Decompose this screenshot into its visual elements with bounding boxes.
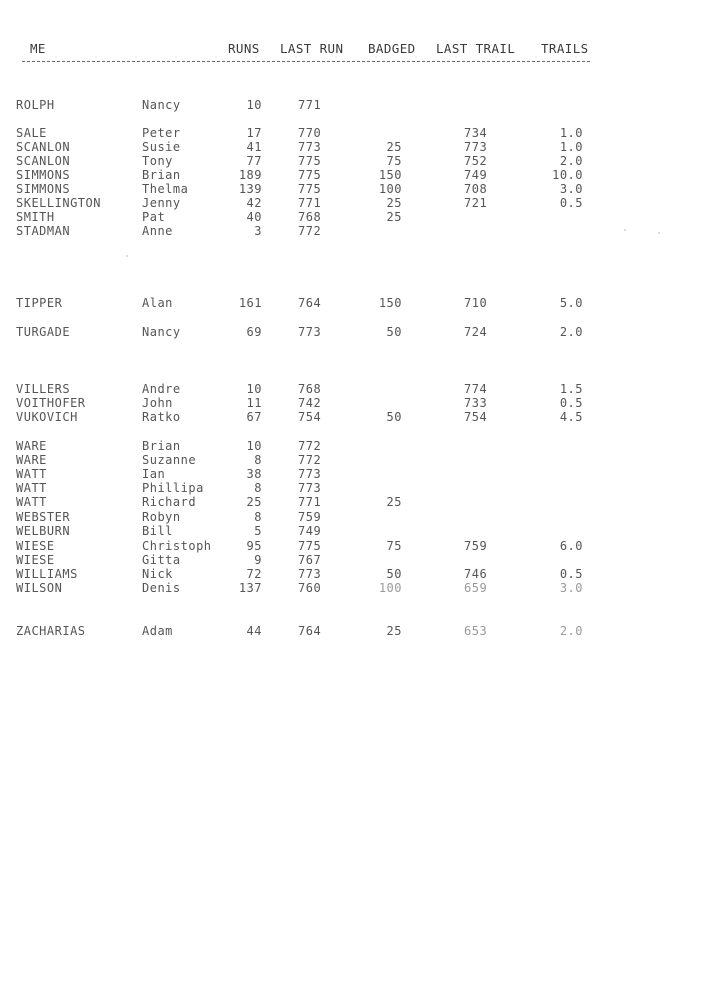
cell-badged: 100	[378, 581, 402, 595]
cell-last-run: 771	[298, 495, 322, 509]
cell-first: Tony	[142, 154, 173, 168]
cell-first: Gitta	[142, 553, 181, 567]
cell-last-run: 760	[298, 581, 322, 595]
cell-runs: 42	[246, 196, 262, 210]
cell-runs: 41	[246, 140, 262, 154]
cell-first: Robyn	[142, 510, 181, 524]
cell-first: Phillipa	[142, 481, 204, 495]
cell-runs: 40	[246, 210, 262, 224]
cell-first: Peter	[142, 126, 181, 140]
paper-speck	[126, 255, 128, 257]
cell-last-run: 772	[298, 224, 322, 238]
cell-last-trail: 754	[464, 410, 488, 424]
table-row	[0, 453, 707, 467]
cell-trails: 0.5	[559, 396, 583, 410]
table-row	[0, 510, 707, 524]
cell-last-run: 773	[298, 567, 322, 581]
cell-first: Susie	[142, 140, 181, 154]
table-row	[0, 325, 707, 339]
table-row	[0, 154, 707, 168]
cell-last-trail: 759	[464, 539, 488, 553]
cell-surname: WILSON	[16, 581, 63, 595]
cell-last-run: 773	[298, 481, 322, 495]
cell-runs: 5	[254, 524, 262, 538]
cell-last-trail: 746	[464, 567, 488, 581]
cell-runs: 8	[254, 453, 262, 467]
cell-runs: 8	[254, 510, 262, 524]
cell-last-trail: 653	[464, 624, 488, 638]
cell-first: Denis	[142, 581, 181, 595]
table-row	[0, 196, 707, 210]
cell-surname: TIPPER	[16, 296, 63, 310]
cell-last-run: 764	[298, 296, 322, 310]
cell-runs: 10	[246, 382, 262, 396]
cell-first: Nancy	[142, 325, 181, 339]
cell-first: Brian	[142, 168, 181, 182]
cell-trails: 1.0	[559, 126, 583, 140]
table-row	[0, 624, 707, 638]
cell-last-trail: 749	[464, 168, 488, 182]
cell-surname: SMITH	[16, 210, 55, 224]
cell-surname: WILLIAMS	[16, 567, 78, 581]
cell-last-run: 772	[298, 439, 322, 453]
cell-first: Ian	[142, 467, 166, 481]
cell-badged: 25	[386, 210, 402, 224]
cell-last-run: 759	[298, 510, 322, 524]
cell-last-run: 767	[298, 553, 322, 567]
cell-last-trail: 734	[464, 126, 488, 140]
header-last-run: LAST RUN	[280, 41, 344, 56]
cell-runs: 10	[246, 439, 262, 453]
cell-last-trail: 773	[464, 140, 488, 154]
cell-last-run: 771	[298, 196, 322, 210]
cell-first: Bill	[142, 524, 173, 538]
cell-first: Christoph	[142, 539, 212, 553]
table-row	[0, 168, 707, 182]
cell-last-run: 749	[298, 524, 322, 538]
cell-runs: 137	[238, 581, 262, 595]
header-last-trail: LAST TRAIL	[436, 41, 516, 56]
cell-badged: 50	[386, 410, 402, 424]
paper-speck	[658, 232, 660, 234]
cell-surname: SCANLON	[16, 154, 71, 168]
cell-badged: 50	[386, 567, 402, 581]
cell-surname: VUKOVICH	[16, 410, 78, 424]
cell-badged: 25	[386, 495, 402, 509]
cell-runs: 38	[246, 467, 262, 481]
cell-last-run: 764	[298, 624, 322, 638]
cell-trails: 0.5	[559, 567, 583, 581]
cell-last-trail: 659	[464, 581, 488, 595]
cell-runs: 11	[246, 396, 262, 410]
cell-surname: WATT	[16, 467, 47, 481]
cell-surname: VOITHOFER	[16, 396, 86, 410]
cell-runs: 8	[254, 481, 262, 495]
cell-surname: TURGADE	[16, 325, 71, 339]
cell-first: Thelma	[142, 182, 189, 196]
header-runs: RUNS	[228, 41, 260, 56]
table-row	[0, 98, 707, 112]
cell-trails: 1.5	[559, 382, 583, 396]
cell-runs: 161	[238, 296, 262, 310]
cell-badged: 100	[378, 182, 402, 196]
header-divider	[22, 61, 590, 62]
cell-surname: WARE	[16, 453, 47, 467]
cell-surname: SALE	[16, 126, 47, 140]
table-row	[0, 439, 707, 453]
cell-surname: WIESE	[16, 553, 55, 567]
cell-trails: 6.0	[559, 539, 583, 553]
cell-trails: 4.5	[559, 410, 583, 424]
cell-last-run: 771	[298, 98, 322, 112]
cell-last-run: 775	[298, 154, 322, 168]
cell-last-trail: 774	[464, 382, 488, 396]
header-trails: TRAILS	[541, 41, 589, 56]
cell-first: Ratko	[142, 410, 181, 424]
cell-first: Anne	[142, 224, 173, 238]
cell-last-run: 768	[298, 382, 322, 396]
cell-trails: 0.5	[559, 196, 583, 210]
cell-first: Nick	[142, 567, 173, 581]
cell-first: Brian	[142, 439, 181, 453]
cell-badged: 150	[378, 168, 402, 182]
cell-first: Alan	[142, 296, 173, 310]
cell-first: Suzanne	[142, 453, 197, 467]
cell-badged: 25	[386, 624, 402, 638]
cell-trails: 5.0	[559, 296, 583, 310]
cell-surname: WIESE	[16, 539, 55, 553]
cell-last-run: 768	[298, 210, 322, 224]
cell-last-trail: 721	[464, 196, 488, 210]
cell-runs: 17	[246, 126, 262, 140]
header-badged: BADGED	[368, 41, 416, 56]
table-row	[0, 140, 707, 154]
table-row	[0, 224, 707, 238]
cell-last-run: 754	[298, 410, 322, 424]
cell-badged: 75	[386, 539, 402, 553]
table-row	[0, 210, 707, 224]
cell-trails: 10.0	[552, 168, 583, 182]
table-row	[0, 296, 707, 310]
cell-trails: 3.0	[559, 182, 583, 196]
cell-first: Adam	[142, 624, 173, 638]
cell-runs: 69	[246, 325, 262, 339]
cell-badged: 50	[386, 325, 402, 339]
table-row	[0, 182, 707, 196]
cell-last-run: 770	[298, 126, 322, 140]
cell-trails: 2.0	[559, 624, 583, 638]
cell-trails: 3.0	[559, 581, 583, 595]
cell-surname: VILLERS	[16, 382, 71, 396]
table-row	[0, 410, 707, 424]
cell-last-run: 773	[298, 325, 322, 339]
cell-runs: 67	[246, 410, 262, 424]
cell-trails: 1.0	[559, 140, 583, 154]
cell-surname: STADMAN	[16, 224, 71, 238]
table-row	[0, 581, 707, 595]
cell-surname: ROLPH	[16, 98, 55, 112]
cell-surname: SIMMONS	[16, 168, 71, 182]
table-row	[0, 481, 707, 495]
cell-first: Richard	[142, 495, 197, 509]
cell-last-trail: 724	[464, 325, 488, 339]
cell-trails: 2.0	[559, 325, 583, 339]
cell-badged: 75	[386, 154, 402, 168]
cell-last-run: 773	[298, 140, 322, 154]
cell-last-run: 775	[298, 168, 322, 182]
table-row	[0, 553, 707, 567]
cell-last-trail: 710	[464, 296, 488, 310]
cell-surname: SKELLINGTON	[16, 196, 101, 210]
table-row	[0, 495, 707, 509]
cell-last-trail: 733	[464, 396, 488, 410]
cell-last-run: 742	[298, 396, 322, 410]
cell-runs: 3	[254, 224, 262, 238]
cell-surname: ZACHARIAS	[16, 624, 86, 638]
cell-runs: 189	[238, 168, 262, 182]
cell-surname: WATT	[16, 495, 47, 509]
cell-trails: 2.0	[559, 154, 583, 168]
cell-surname: SIMMONS	[16, 182, 71, 196]
cell-runs: 44	[246, 624, 262, 638]
header-name: ME	[30, 41, 46, 56]
cell-first: Jenny	[142, 196, 181, 210]
cell-last-run: 775	[298, 539, 322, 553]
cell-badged: 150	[378, 296, 402, 310]
cell-last-trail: 752	[464, 154, 488, 168]
cell-surname: WELBURN	[16, 524, 71, 538]
table-row	[0, 126, 707, 140]
cell-runs: 77	[246, 154, 262, 168]
cell-first: Pat	[142, 210, 166, 224]
cell-surname: WEBSTER	[16, 510, 71, 524]
cell-surname: SCANLON	[16, 140, 71, 154]
paper-speck	[624, 229, 626, 231]
cell-last-trail: 708	[464, 182, 488, 196]
cell-runs: 95	[246, 539, 262, 553]
table-row	[0, 396, 707, 410]
table-row	[0, 567, 707, 581]
cell-badged: 25	[386, 196, 402, 210]
cell-last-run: 775	[298, 182, 322, 196]
cell-runs: 10	[246, 98, 262, 112]
cell-runs: 25	[246, 495, 262, 509]
table-row	[0, 382, 707, 396]
cell-last-run: 773	[298, 467, 322, 481]
cell-first: Nancy	[142, 98, 181, 112]
cell-surname: WATT	[16, 481, 47, 495]
cell-first: John	[142, 396, 173, 410]
cell-first: Andre	[142, 382, 181, 396]
cell-surname: WARE	[16, 439, 47, 453]
cell-runs: 139	[238, 182, 262, 196]
cell-last-run: 772	[298, 453, 322, 467]
table-row	[0, 524, 707, 538]
cell-runs: 72	[246, 567, 262, 581]
cell-runs: 9	[254, 553, 262, 567]
table-row	[0, 467, 707, 481]
table-row	[0, 539, 707, 553]
cell-badged: 25	[386, 140, 402, 154]
